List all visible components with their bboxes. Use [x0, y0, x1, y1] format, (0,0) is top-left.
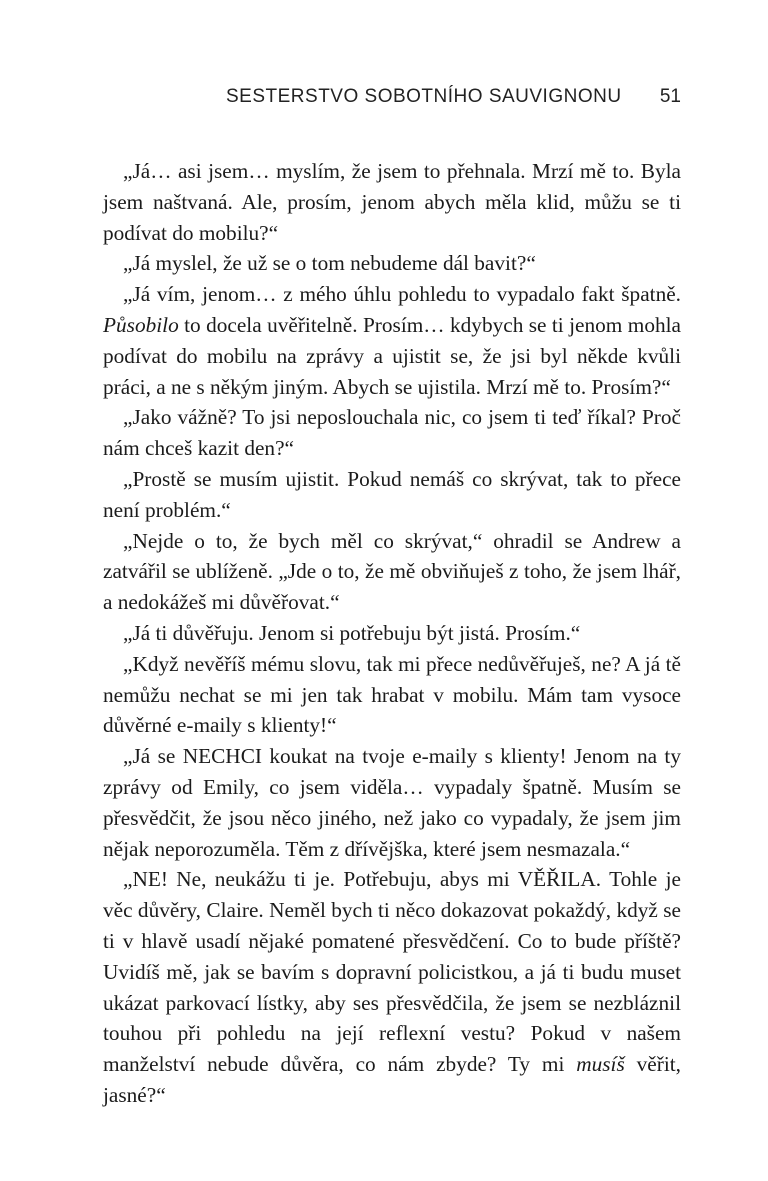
page-number: 51 — [659, 86, 681, 107]
paragraph: „Když nevěříš mému slovu, tak mi přece nedůvěřuješ, ne? A já tě nemůžu nechat se mi jen tak hrabat v mobilu. Mám tam vysoce důvěrné e-maily s klienty!“ — [103, 651, 681, 738]
book-title: SESTERSTVO SOBOTNÍHO SAUVIGNONU — [226, 86, 622, 107]
body-text — [103, 156, 681, 1111]
paragraph: „Prostě se musím ujistit. Pokud nemáš co skrývat, tak to přece není problém.“ — [103, 466, 681, 522]
paragraph: „NE! Ne, neukážu ti je. Potřebuju, abys mi VĚŘILA. Tohle je věc důvěry, Claire. Neměl bych ti něco dokazovat pokaždý, když se ti v hlavě usadí nějaké pomatené přesvědčení. Co to bude příště? Uvidíš mě, jak se bavím s dopravní policistkou, a já ti budu muset ukázat parkovací lístky, aby ses přesvědčila, že jsem se nezbláznil touhou při pohledu na její reflexní vestu? Pokud v našem manželství nebude důvěra, co nám zbyde? Ty mi musíš věřit, jasné?“ — [103, 867, 681, 1107]
paragraph: „Já myslel, že už se o tom nebudeme dál bavit?“ — [123, 251, 536, 276]
book-page — [103, 86, 681, 1111]
paragraph: „Já… asi jsem… myslím, že jsem to přehnala. Mrzí mě to. Byla jsem naštvaná. Ale, prosím, jenom abych měla klid, můžu se ti podívat do mobilu?“ — [103, 159, 681, 245]
running-head — [103, 86, 681, 118]
emphasis: Působilo — [103, 312, 179, 337]
paragraph: „Já vím, jenom… z mého úhlu pohledu to vypadalo fakt špatně. Působilo to docela uvěřitelně. Prosím… kdybych se ti jenom mohla podívat do mobilu na zprávy a ujistit se, že jsi byl někde kvůli práci, a ne s někým jiným. Abych se ujistila. Mrzí mě to. Prosím?“ — [103, 282, 681, 399]
paragraph: „Já ti důvěřuju. Jenom si potřebuju být jistá. Prosím.“ — [123, 620, 581, 645]
emphasis: musíš — [576, 1052, 625, 1077]
paragraph: „Já se NECHCI koukat na tvoje e-maily s klienty! Jenom na ty zprávy od Emily, co jsem viděla… vypadaly špatně. Musím se přesvědčit, že jsou něco jiného, než jako co vypadaly, že jsem jim nějak neporozuměla. Těm z dřívějška, které jsem nesmazala.“ — [103, 744, 681, 861]
paragraph: „Jako vážně? To jsi neposlouchala nic, co jsem ti teď říkal? Proč nám chceš kazit den?“ — [103, 405, 681, 461]
paragraph: „Nejde o to, že bych měl co skrývat,“ ohradil se Andrew a zatvářil se ublíženě. „Jde o to, že mě obviňuješ z toho, že jsem lhář, a nedokážeš mi důvěřovat.“ — [103, 528, 681, 615]
